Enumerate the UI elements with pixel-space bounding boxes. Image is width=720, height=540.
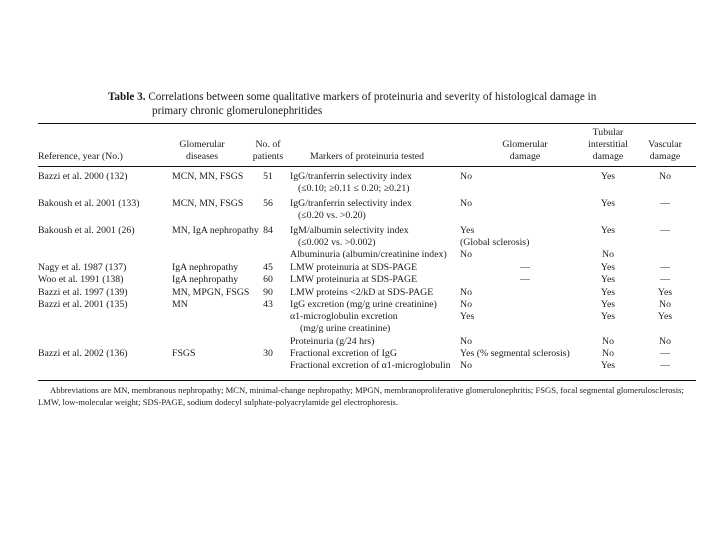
- cell-ref: Bakoush et al. 2001 (26): [38, 225, 135, 236]
- cell-vas: Yes: [657, 311, 673, 322]
- caption-text: Correlations between some qualitative markers of proteinuria and severity of histological damage in: [148, 91, 597, 103]
- header-patients-1: No. of: [255, 139, 281, 150]
- cell-n: 60: [263, 274, 273, 285]
- cell-mark: LMW proteins <2/kD at SDS-PAGE: [290, 287, 434, 298]
- cell-mark: LMW proteinuria at SDS-PAGE: [290, 274, 418, 285]
- cell-vas: —: [660, 348, 670, 359]
- cell-tub: Yes: [600, 360, 616, 371]
- table-number: Table 3.: [108, 91, 146, 103]
- cell-vas: —: [660, 360, 670, 371]
- cell-tub: Yes: [600, 299, 616, 310]
- cell-vas: —: [660, 198, 670, 209]
- cell-glom: No: [460, 198, 472, 209]
- cell-vas: —: [660, 274, 670, 285]
- cell-vas: No: [659, 336, 671, 347]
- cell-vas: Yes: [657, 287, 673, 298]
- header-glomerular-diseases-1: Glomerular: [179, 139, 225, 150]
- caption-text-line-2: primary chronic glomerulonephritides: [152, 105, 323, 117]
- header-tubular-1: Tubular: [592, 127, 624, 138]
- cell-n: 84: [263, 225, 273, 236]
- cell-mark: (≤0.20 vs. >0.20): [298, 210, 366, 221]
- cell-n: 45: [263, 262, 273, 273]
- cell-n: 51: [263, 171, 273, 182]
- cell-n: 56: [263, 198, 273, 209]
- cell-dis: MN, MPGN, FSGS: [172, 287, 250, 298]
- cell-n: 43: [263, 299, 273, 310]
- cell-tub: Yes: [600, 225, 616, 236]
- cell-mark: Proteinuria (g/24 hrs): [290, 336, 375, 347]
- cell-glom: No: [460, 287, 472, 298]
- cell-tub: No: [602, 348, 614, 359]
- cell-n: 90: [263, 287, 273, 298]
- cell-mark: (mg/g urine creatinine): [300, 323, 391, 334]
- cell-vas: —: [660, 225, 670, 236]
- cell-tub: No: [602, 336, 614, 347]
- cell-mark: LMW proteinuria at SDS-PAGE: [290, 262, 418, 273]
- header-vascular-1: Vascular: [648, 139, 682, 150]
- table-caption: [108, 90, 668, 118]
- cell-ref: Woo et al. 1991 (138): [38, 274, 124, 285]
- cell-glom: —: [520, 262, 530, 273]
- cell-mark: IgM/albumin selectivity index: [290, 225, 409, 236]
- cell-mark: IgG excretion (mg/g urine creatinine): [290, 299, 437, 310]
- cell-ref: Bazzi et al. 2000 (132): [38, 171, 128, 182]
- cell-mark: IgG/tranferrin selectivity index: [290, 171, 412, 182]
- cell-ref: Nagy et al. 1987 (137): [38, 262, 127, 273]
- cell-mark: Fractional excretion of IgG: [290, 348, 397, 359]
- cell-glom: Yes: [460, 225, 475, 236]
- cell-vas: No: [659, 171, 671, 182]
- cell-tub: Yes: [600, 198, 616, 209]
- cell-n: 30: [263, 348, 273, 359]
- cell-ref: Bazzi et al. 1997 (139): [38, 287, 128, 298]
- cell-tub: Yes: [600, 311, 616, 322]
- cell-tub: Yes: [600, 262, 616, 273]
- header-glomerular-diseases-2: diseases: [185, 151, 219, 162]
- cell-glom: No: [460, 171, 472, 182]
- cell-mark: Albuminuria (albumin/creatinine index): [290, 249, 447, 260]
- cell-dis: MCN, MN, FSGS: [172, 171, 244, 182]
- cell-mark: (≤0.10; ≥0.11 ≤ 0.20; ≥0.21): [298, 183, 410, 194]
- cell-tub: Yes: [600, 287, 616, 298]
- top-rule: [38, 123, 696, 124]
- cell-tub: Yes: [600, 171, 616, 182]
- cell-dis: IgA nephropathy: [172, 262, 239, 273]
- header-markers: Markers of proteinuria tested: [310, 151, 424, 162]
- cell-tub: Yes: [600, 274, 616, 285]
- cell-glom: (Global sclerosis): [460, 237, 530, 248]
- header-patients-2: patients: [252, 151, 284, 162]
- header-vascular-2: damage: [649, 151, 681, 162]
- header-glomerular-damage-1: Glomerular: [502, 139, 548, 150]
- cell-glom: No: [460, 360, 472, 371]
- bottom-rule: [38, 380, 696, 381]
- cell-dis: FSGS: [172, 348, 196, 359]
- cell-vas: —: [660, 262, 670, 273]
- header-tubular-3: damage: [592, 151, 624, 162]
- header-rule: [38, 166, 696, 167]
- cell-glom: —: [520, 274, 530, 285]
- cell-glom: No: [460, 336, 472, 347]
- cell-mark: Fractional excretion of α1-microglobulin: [290, 360, 451, 371]
- cell-glom: No: [460, 249, 472, 260]
- table-footnote: Abbreviations are MN, membranous nephropathy; MCN, minimal-change nephropathy; MPGN, membranoproliferative glomerulonephritis; FSGS, focal segmental glomerulosclerosis; LMW, low-molecular weight; SDS-PAGE, sodium dodecyl sulphate-polyacrylamide gel electrophoresis.: [38, 385, 684, 407]
- cell-tub: No: [602, 249, 614, 260]
- cell-ref: Bakoush et al. 2001 (133): [38, 198, 140, 209]
- cell-mark: IgG/tranferrin selectivity index: [290, 198, 412, 209]
- cell-ref: Bazzi et al. 2001 (135): [38, 299, 128, 310]
- cell-ref: Bazzi et al. 2002 (136): [38, 348, 128, 359]
- cell-dis: MN, IgA nephropathy: [172, 225, 259, 236]
- cell-mark: (≤0.002 vs. >0.002): [298, 237, 376, 248]
- header-glomerular-damage-2: damage: [509, 151, 541, 162]
- cell-vas: No: [659, 299, 671, 310]
- header-tubular-2: interstitial: [588, 139, 628, 150]
- cell-dis: MCN, MN, FSGS: [172, 198, 244, 209]
- cell-dis: IgA nephropathy: [172, 274, 239, 285]
- cell-dis: MN: [172, 299, 188, 310]
- header-reference: Reference, year (No.): [38, 151, 123, 162]
- cell-glom: Yes: [460, 311, 475, 322]
- cell-glom: Yes (% segmental sclerosis): [460, 348, 570, 359]
- cell-mark: α1-microglobulin excretion: [290, 311, 398, 322]
- cell-glom: No: [460, 299, 472, 310]
